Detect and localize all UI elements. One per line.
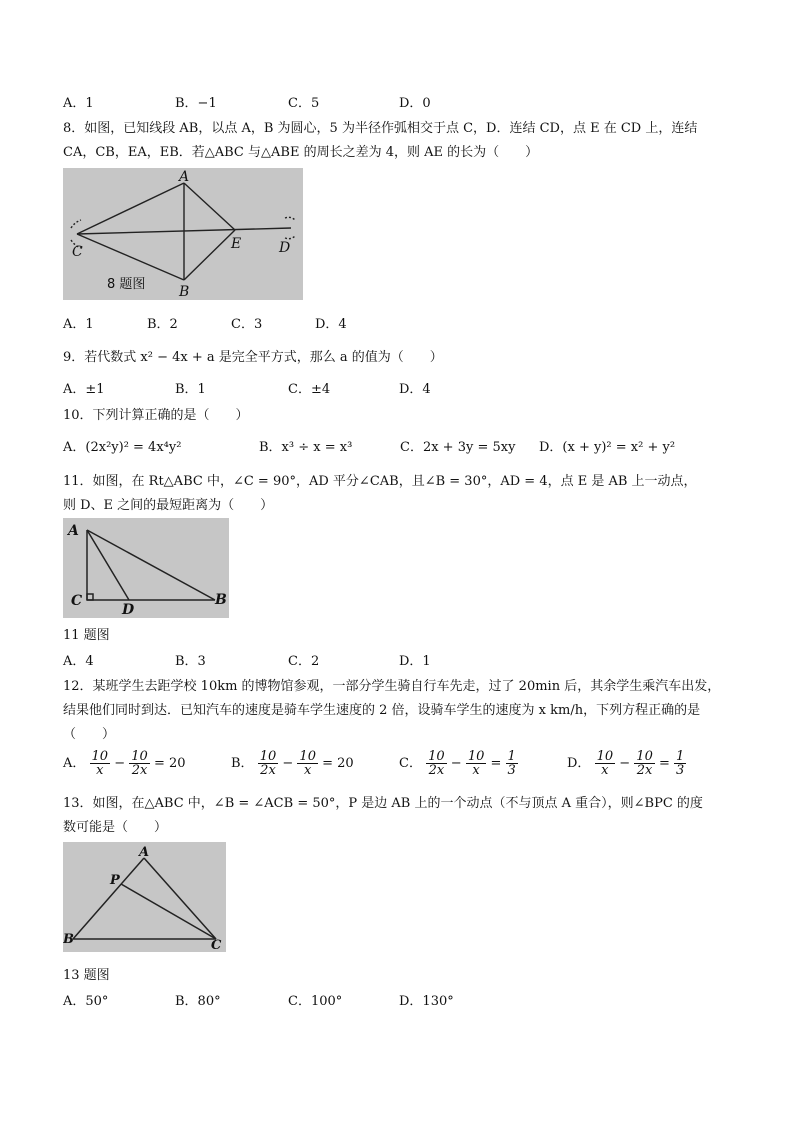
q8-figure-caption: 8 题图 [107, 277, 146, 292]
q11-stem-line1: 11．如图，在 Rt△ABC 中，∠C = 90°，AD 平分∠CAB，且∠B = 30°，AD = 4，点 E 是 AB 上一动点， [63, 474, 697, 489]
q12-stem-line2: 结果他们同时到达．已知汽车的速度是骑车学生速度的 2 倍，设骑车学生的速度为 x km/h，下列方程正确的是 [63, 703, 701, 718]
q11-label-c: C [71, 593, 83, 609]
q13-option-b: B．80° [175, 994, 221, 1009]
q9-option-d: D．4 [399, 382, 431, 397]
q11-figure [63, 518, 229, 618]
q8-option-c: C．3 [231, 317, 263, 332]
q12-option-a: A． $\frac{10}{x}$ − $\frac{10}{2x}$ = 20 [63, 749, 186, 778]
q11-option-c: C．2 [288, 654, 320, 669]
q8-option-d: D．4 [315, 317, 347, 332]
q8-option-b: B．2 [147, 317, 178, 332]
q10-option-d: D．(x + y)² = x² + y² [539, 440, 676, 455]
q9-stem: 9．若代数式 x² − 4x + a 是完全平方式，那么 a 的值为（ ） [63, 350, 443, 365]
q10-stem: 10．下列计算正确的是（ ） [63, 408, 249, 423]
q9-option-c: C．±4 [288, 382, 331, 397]
q13-stem-line1: 13．如图，在△ABC 中，∠B = ∠ACB = 50°，P 是边 AB 上的一个动点（不与顶点 A 重合），则∠BPC 的度 [63, 796, 703, 811]
q7-option-c: C．5 [288, 96, 320, 111]
q10-option-b: B．x³ ÷ x = x³ [259, 440, 353, 455]
q12-option-c: C． $\frac{10}{2x}$ − $\frac{10}{x}$ = $\frac{1}{3}$ [399, 749, 516, 778]
q11-label-b: B [215, 592, 227, 608]
q8-label-e: E [231, 236, 242, 252]
q11-option-b: B．3 [175, 654, 206, 669]
q13-label-b: B [63, 932, 74, 947]
q11-stem-line2: 则 D、E 之间的最短距离为（ ） [63, 498, 274, 513]
q12-stem-line3: （ ） [63, 727, 116, 742]
q7-option-a: A．1 [63, 96, 94, 111]
q11-label-a: A [68, 523, 79, 539]
q13-figure [63, 842, 226, 952]
q13-figure-caption: 13 题图 [63, 968, 110, 983]
q13-option-d: D．130° [399, 994, 454, 1009]
q12-option-b: B． $\frac{10}{2x}$ − $\frac{10}{x}$ = 20 [231, 749, 354, 778]
q11-option-d: D．1 [399, 654, 431, 669]
q10-option-c: C．2x + 3y = 5xy [400, 440, 516, 455]
q8-stem-line2: CA，CB，EA，EB．若△ABC 与△ABE 的周长之差为 4，则 AE 的长为（ ） [63, 145, 539, 160]
q13-label-c: C [211, 938, 222, 952]
q8-stem-line1: 8．如图，已知线段 AB，以点 A，B 为圆心，5 为半径作弧相交于点 C，D．连结 CD，点 E 在 CD 上，连结 [63, 121, 698, 136]
q13-option-a: A．50° [63, 994, 109, 1009]
q10-option-a: A．(2x²y)² = 4x⁴y² [63, 440, 182, 455]
q8-label-a: A [179, 169, 190, 185]
q12-option-d: D． $\frac{10}{x}$ − $\frac{10}{2x}$ = $\frac{1}{3}$ [567, 749, 685, 778]
q11-figure-caption: 11 题图 [63, 628, 110, 643]
q7-option-b: B．−1 [175, 96, 217, 111]
q13-label-a: A [139, 845, 150, 860]
q9-option-b: B．1 [175, 382, 206, 397]
q13-option-c: C．100° [288, 994, 343, 1009]
q8-label-d: D [279, 240, 291, 256]
q8-label-c: C [72, 244, 83, 260]
q8-figure [63, 168, 303, 300]
q11-label-d: D [122, 602, 135, 618]
q11-option-a: A．4 [63, 654, 94, 669]
q9-option-a: A．±1 [63, 382, 105, 397]
q8-option-a: A．1 [63, 317, 94, 332]
q13-stem-line2: 数可能是（ ） [63, 820, 168, 835]
q12-stem-line1: 12．某班学生去距学校 10km 的博物馆参观，一部分学生骑自行车先走，过了 20min 后，其余学生乘汽车出发， [63, 679, 721, 694]
q13-label-p: P [110, 873, 120, 888]
q8-label-b: B [179, 284, 190, 300]
q7-option-d: D．0 [399, 96, 431, 111]
